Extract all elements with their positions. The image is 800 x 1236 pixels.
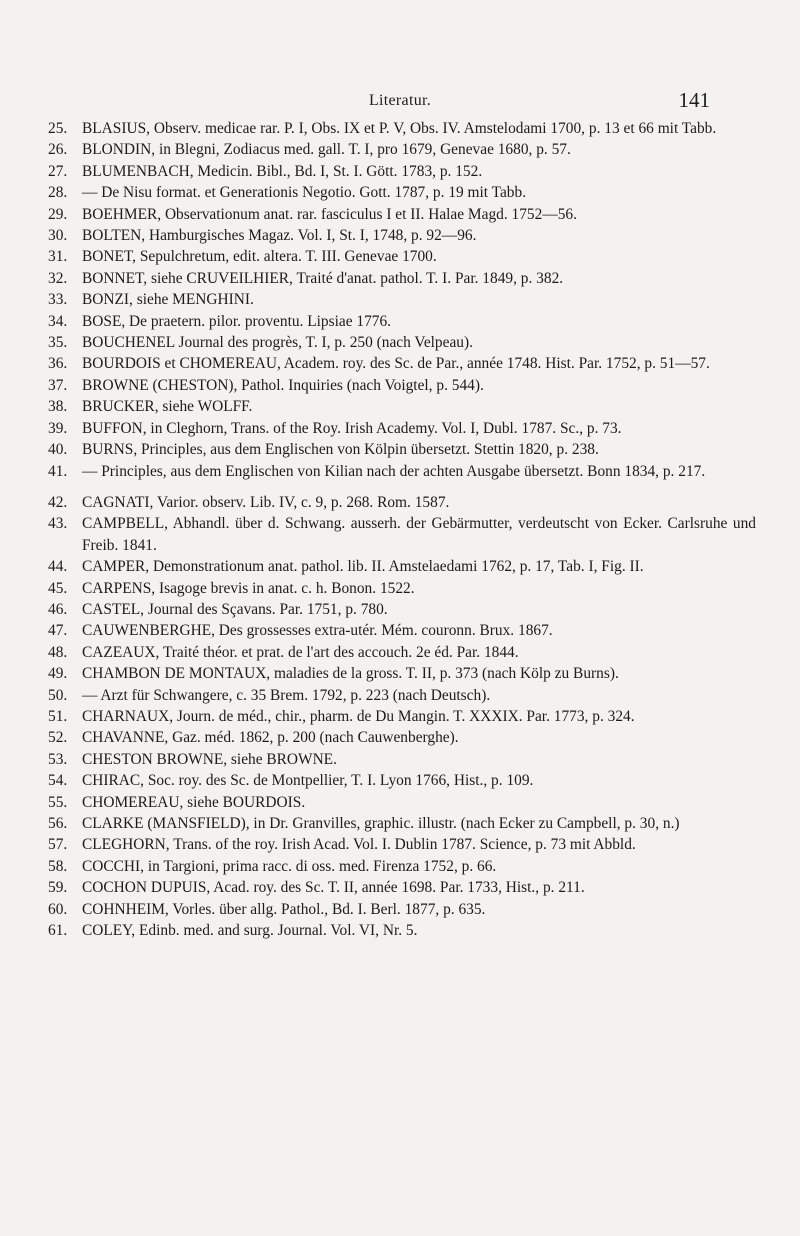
entry-text: BLASIUS, Observ. medicae rar. P. I, Obs. IX et P. V, Obs. IV. Amstelodami 1700, p. 13 et 66 mit Tabb. — [82, 120, 717, 137]
entry-number: 42. — [48, 493, 68, 511]
bibliography-list — [48, 118, 756, 941]
entry-number: 30. — [48, 227, 68, 245]
entry-number: 47. — [48, 622, 68, 640]
bibliography-entry — [48, 418, 756, 439]
entry-number: 39. — [48, 419, 68, 437]
entry-text: CHOMEREAU, siehe BOURDOIS. — [82, 793, 306, 811]
bibliography-entry — [48, 353, 756, 374]
entry-text: CHAVANNE, Gaz. méd. 1862, p. 200 (nach Cauwenberghe). — [82, 729, 459, 747]
entry-number: 45. — [48, 579, 68, 597]
entry-number: 37. — [48, 376, 68, 394]
entry-number: 56. — [48, 815, 68, 832]
bibliography-entry — [48, 920, 756, 941]
bibliography-entry — [48, 642, 756, 663]
bibliography-entry — [48, 620, 756, 641]
entry-number: 27. — [48, 162, 68, 180]
entry-text: — De Nisu format. et Generationis Negotio. Gott. 1787, p. 19 mit Tabb. — [82, 184, 527, 202]
entry-text: BOURDOIS et CHOMEREAU, Academ. roy. des Sc. de Par., année 1748. Hist. Par. 1752, p. 51—57. — [82, 355, 710, 373]
bibliography-entry — [48, 139, 756, 160]
entry-text: BLONDIN, in Blegni, Zodiacus med. gall. T. I, pro 1679, Genevae 1680, p. 57. — [82, 141, 571, 159]
entry-text: CHARNAUX, Journ. de méd., chir., pharm. de Du Mangin. T. XXXIX. Par. 1773, p. 324. — [82, 707, 635, 725]
bibliography-entry — [48, 225, 756, 246]
entry-text: BONNET, siehe CRUVEILHIER, Traité d'anat. pathol. T. I. Par. 1849, p. 382. — [82, 269, 564, 287]
entry-number: 55. — [48, 793, 68, 811]
bibliography-entry — [48, 749, 756, 770]
entry-number: 38. — [48, 398, 68, 416]
bibliography-entry — [48, 461, 756, 482]
entry-text: CAMPBELL, Abhandl. über d. Schwang. ausserh. der Gebärmutter, verdeutscht von Ecker. Carlsruhe und Freib. 1841. — [82, 515, 756, 554]
entry-number: 31. — [48, 248, 68, 266]
entry-number: 54. — [48, 772, 68, 790]
bibliography-entry — [48, 268, 756, 289]
entry-text: BOUCHENEL Journal des progrès, T. I, p. 250 (nach Velpeau). — [82, 334, 473, 352]
entry-text: — Principles, aus dem Englischen von Kilian nach der achten Ausgabe übersetzt. Bonn 1834, p. 217. — [82, 462, 706, 480]
bibliography-entry — [48, 770, 756, 791]
bibliography-entry — [48, 599, 756, 620]
entry-text: CLEGHORN, Trans. of the roy. Irish Acad. Vol. I. Dublin 1787. Science, p. 73 mit Abbld. — [82, 836, 636, 854]
entry-number: 40. — [48, 441, 68, 459]
entry-text: CAUWENBERGHE, Des grossesses extra-utér. Mém. couronn. Brux. 1867. — [82, 622, 553, 640]
bibliography-entry — [48, 439, 756, 460]
entry-text: CAZEAUX, Traité théor. et prat. de l'art des accouch. 2e éd. Par. 1844. — [82, 643, 519, 661]
entry-text: CARPENS, Isagoge brevis in anat. c. h. Bonon. 1522. — [82, 579, 415, 597]
entry-text: BOEHMER, Observationum anat. rar. fasciculus I et II. Halae Magd. 1752—56. — [82, 205, 577, 223]
bibliography-entry — [48, 556, 756, 577]
entry-text: BRUCKER, siehe WOLFF. — [82, 398, 253, 416]
entry-number: 28. — [48, 184, 68, 202]
entry-number: 60. — [48, 900, 68, 918]
entry-number: 50. — [48, 686, 68, 704]
running-title: Literatur. — [368, 92, 432, 109]
bibliography-entry — [48, 727, 756, 748]
entry-number: 58. — [48, 857, 68, 875]
entry-text: CHESTON BROWNE, siehe BROWNE. — [82, 750, 337, 768]
entry-text: CHAMBON DE MONTAUX, maladies de la gross. T. II, p. 373 (nach Kölp zu Burns). — [82, 665, 619, 683]
entry-text: CAMPER, Demonstrationum anat. pathol. lib. II. Amstelaedami 1762, p. 17, Tab. I, Fig. II. — [82, 558, 644, 576]
entry-number: 57. — [48, 836, 68, 854]
bibliography-entry — [48, 578, 756, 599]
bibliography-entry — [48, 685, 756, 706]
entry-text: BUFFON, in Cleghorn, Trans. of the Roy. Irish Academy. Vol. I, Dubl. 1787. Sc., p. 73. — [82, 419, 622, 437]
entry-number: 59. — [48, 879, 68, 897]
entry-number: 32. — [48, 269, 68, 287]
entry-number: 51. — [48, 707, 68, 725]
entry-text: CASTEL, Journal des Sçavans. Par. 1751, p. 780. — [82, 600, 388, 618]
bibliography-entry — [48, 706, 756, 727]
entry-number: 44. — [48, 558, 68, 576]
bibliography-entry — [48, 513, 756, 556]
bibliography-entry — [48, 332, 756, 353]
entry-number: 41. — [48, 462, 68, 480]
entry-number: 29. — [48, 205, 68, 223]
entry-number: 61. — [48, 922, 68, 940]
entry-number: 35. — [48, 334, 68, 352]
entry-text: COCHON DUPUIS, Acad. roy. des Sc. T. II, année 1698. Par. 1733, Hist., p. 211. — [82, 879, 585, 897]
entry-text: BONZI, siehe MENGHINI. — [82, 291, 254, 309]
entry-text: CAGNATI, Varior. observ. Lib. IV, c. 9, p. 268. Rom. 1587. — [82, 493, 450, 511]
bibliography-entry — [48, 182, 756, 203]
entry-text: — Arzt für Schwangere, c. 35 Brem. 1792, p. 223 (nach Deutsch). — [82, 686, 491, 704]
entry-number: 52. — [48, 729, 68, 747]
entry-text: CLARKE (MANSFIELD), in Dr. Granvilles, graphic. illustr. (nach Ecker zu Campbell, p. 30, n.) — [82, 815, 680, 832]
bibliography-entry — [48, 311, 756, 332]
bibliography-entry — [48, 161, 756, 182]
bibliography-entry — [48, 118, 756, 139]
entry-number: 43. — [48, 515, 68, 533]
entry-number: 34. — [48, 312, 68, 330]
entry-number: 26. — [48, 141, 68, 159]
entry-number: 33. — [48, 291, 68, 309]
entry-number: 49. — [48, 665, 68, 683]
bibliography-entry — [48, 204, 756, 225]
bibliography-entry — [48, 834, 756, 855]
entry-text: BURNS, Principles, aus dem Englischen von Kölpin übersetzt. Stettin 1820, p. 238. — [82, 441, 599, 459]
entry-text: COCCHI, in Targioni, prima racc. di oss. med. Firenza 1752, p. 66. — [82, 857, 497, 875]
entry-text: BOLTEN, Hamburgisches Magaz. Vol. I, St. I, 1748, p. 92—96. — [82, 227, 477, 245]
entry-number: 25. — [48, 120, 68, 137]
entry-number: 48. — [48, 643, 68, 661]
bibliography-entry — [48, 813, 756, 834]
entry-text: COLEY, Edinb. med. and surg. Journal. Vol. VI, Nr. 5. — [82, 922, 418, 940]
entry-number: 36. — [48, 355, 68, 373]
bibliography-entry — [48, 375, 756, 396]
bibliography-entry — [48, 899, 756, 920]
page-number: 141 — [678, 88, 710, 112]
entry-text: BONET, Sepulchretum, edit. altera. T. III. Genevae 1700. — [82, 248, 437, 266]
bibliography-entry — [48, 856, 756, 877]
entry-number: 46. — [48, 600, 68, 618]
bibliography-entry — [48, 246, 756, 267]
entry-text: CHIRAC, Soc. roy. des Sc. de Montpellier, T. I. Lyon 1766, Hist., p. 109. — [82, 772, 534, 790]
entry-text: COHNHEIM, Vorles. über allg. Pathol., Bd. I. Berl. 1877, p. 635. — [82, 900, 486, 918]
bibliography-entry — [48, 877, 756, 898]
entry-text: BOSE, De praetern. pilor. proventu. Lipsiae 1776. — [82, 312, 392, 330]
entry-text: BROWNE (CHESTON), Pathol. Inquiries (nach Voigtel, p. 544). — [82, 376, 484, 394]
bibliography-entry — [48, 396, 756, 417]
bibliography-entry — [48, 792, 756, 813]
bibliography-entry — [48, 492, 756, 513]
entry-text: BLUMENBACH, Medicin. Bibl., Bd. I, St. I. Gött. 1783, p. 152. — [82, 162, 483, 180]
bibliography-entry — [48, 663, 756, 684]
bibliography-entry — [48, 289, 756, 310]
entry-number: 53. — [48, 750, 68, 768]
